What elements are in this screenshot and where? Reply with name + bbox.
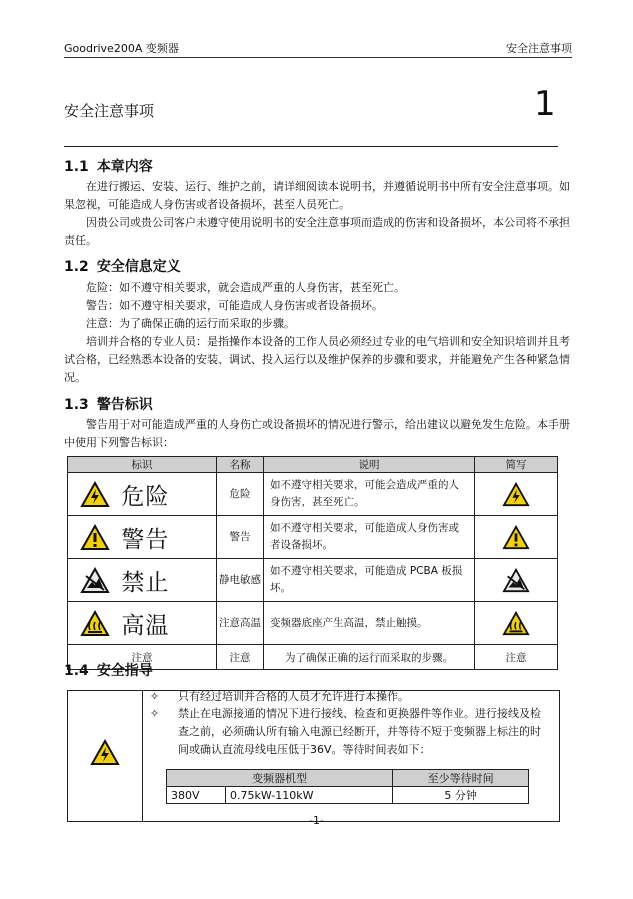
guidance-bullet	[150, 705, 550, 759]
section-1-2-body	[64, 279, 574, 387]
section-number: 1.2	[64, 259, 89, 275]
description-cell: 为了确保正确的运行而采取的步骤。	[264, 645, 475, 670]
electric-hazard-icon	[90, 739, 120, 766]
abbreviation-cell	[475, 516, 558, 559]
symbol-label: 高温	[121, 612, 170, 639]
header-right: 安全注意事项	[506, 42, 572, 55]
electric-hazard-icon	[80, 481, 110, 508]
table-row	[68, 516, 558, 559]
column-header: 变频器机型	[167, 770, 393, 787]
column-header: 至少等待时间	[393, 770, 529, 787]
section-1-1-body	[64, 178, 574, 250]
description-cell: 变频器底座产生高温，禁止触摸。	[264, 602, 475, 645]
header-rule	[64, 57, 572, 58]
guidance-symbol-cell	[68, 691, 143, 821]
section-number: 1.4	[64, 663, 89, 679]
table-row	[167, 787, 529, 804]
table-row	[68, 602, 558, 645]
electric-hazard-icon	[502, 482, 530, 507]
safety-guidance-box	[67, 690, 560, 822]
description-cell: 如不遵守相关要求，可能造成 PCBA 板损坏。	[264, 559, 475, 602]
section-number: 1.1	[64, 159, 89, 175]
chapter-title: 安全注意事项	[64, 102, 155, 120]
section-heading-1-1	[64, 156, 153, 176]
symbol-label: 危险	[121, 483, 170, 510]
voltage-cell: 380V	[167, 787, 226, 804]
symbol-cell	[68, 516, 217, 559]
symbol-label: 禁止	[121, 569, 170, 596]
section-title: 安全信息定义	[96, 259, 181, 275]
symbol-cell	[68, 559, 217, 602]
section-title: 本章内容	[96, 159, 153, 175]
chapter-rule	[64, 146, 558, 147]
definition-warning: 警告：如不遵守相关要求，可能造成人身伤害或者设备损坏。	[86, 299, 383, 312]
definition-note: 注意：为了确保正确的运行而采取的步骤。	[86, 317, 295, 330]
definition-qualified-personnel: 培训并合格的专业人员：是指操作本设备的工作人员必须经过专业的电气培训和安全知识培训并且考试合格，已经熟悉本设备的安装、调试、投入运行以及维护保养的步骤和要求，并能避免产生各种紧急情况。	[64, 335, 570, 384]
abbreviation-cell: 注意	[475, 645, 558, 670]
column-header: 名称	[217, 457, 264, 473]
name-cell: 危险	[217, 473, 264, 516]
name-cell: 警告	[217, 516, 264, 559]
paragraph: 警告用于对可能造成严重的人身伤亡或设备损坏的情况进行警示，给出建议以避免发生危险。本手册中使用下列警告标识：	[64, 418, 570, 449]
table-header-row	[167, 770, 529, 787]
exclamation-warning-icon	[80, 524, 110, 551]
table-row	[68, 559, 558, 602]
chapter-number: 1	[534, 84, 556, 124]
column-header: 说明	[264, 457, 475, 473]
section-heading-1-4	[64, 660, 153, 680]
page-number: -1-	[309, 814, 324, 827]
section-heading-1-3	[64, 394, 153, 414]
warning-symbols-table	[67, 456, 558, 670]
section-title: 安全指导	[96, 663, 153, 679]
name-cell: 静电敏感	[217, 559, 264, 602]
guidance-text: 只有经过培训并合格的人员才允许进行本操作。	[178, 690, 409, 703]
exclamation-warning-icon	[502, 525, 530, 550]
abbreviation-cell	[475, 473, 558, 516]
column-header: 标识	[68, 457, 217, 473]
abbreviation-cell	[475, 559, 558, 602]
paragraph: 因贵公司或贵公司客户未遵守使用说明书的安全注意事项而造成的伤害和设备损坏，本公司将不承担责任。	[64, 216, 570, 247]
symbol-cell	[68, 473, 217, 516]
section-1-3-body	[64, 416, 574, 452]
electrostatic-sensitive-icon	[80, 567, 110, 594]
guidance-bullet	[150, 688, 550, 706]
section-number: 1.3	[64, 397, 89, 413]
guidance-text: 禁止在电源接通的情况下进行接线、检查和更换器件等作业。进行接线及检查之前，必须确认所有输入电源已经断开，并等待不短于变频器上标注的时间或确认直流母线电压低于36V。等待时间表如下：	[178, 707, 541, 756]
header-left: Goodrive200A 变频器	[64, 42, 179, 55]
bullet-mark: ✧	[150, 707, 160, 720]
section-heading-1-2	[64, 256, 181, 276]
name-cell: 注意	[217, 645, 264, 670]
table-header-row	[68, 457, 558, 473]
symbol-cell	[68, 602, 217, 645]
table-row	[68, 473, 558, 516]
description-cell: 如不遵守相关要求，可能造成人身伤害或者设备损坏。	[264, 516, 475, 559]
power-range-cell: 0.75kW-110kW	[226, 787, 393, 804]
name-cell: 注意高温	[217, 602, 264, 645]
wait-time-table	[166, 769, 529, 804]
description-cell: 如不遵守相关要求，可能会造成严重的人身伤害，甚至死亡。	[264, 473, 475, 516]
section-title: 警告标识	[96, 397, 153, 413]
electrostatic-sensitive-icon	[502, 568, 530, 593]
symbol-cell: 注意	[68, 645, 217, 670]
hot-surface-icon	[502, 611, 530, 636]
bullet-mark: ✧	[150, 690, 160, 703]
wait-time-cell: 5 分钟	[393, 787, 529, 804]
abbreviation-cell	[475, 602, 558, 645]
paragraph: 在进行搬运、安装、运行、维护之前，请详细阅读本说明书，并遵循说明书中所有安全注意事项。如果忽视，可能造成人身伤害或者设备损坏，甚至人员死亡。	[64, 180, 570, 211]
symbol-label: 警告	[121, 526, 170, 553]
definition-danger: 危险：如不遵守相关要求，就会造成严重的人身伤害，甚至死亡。	[86, 281, 405, 294]
column-header: 简写	[475, 457, 558, 473]
hot-surface-icon	[80, 610, 110, 637]
